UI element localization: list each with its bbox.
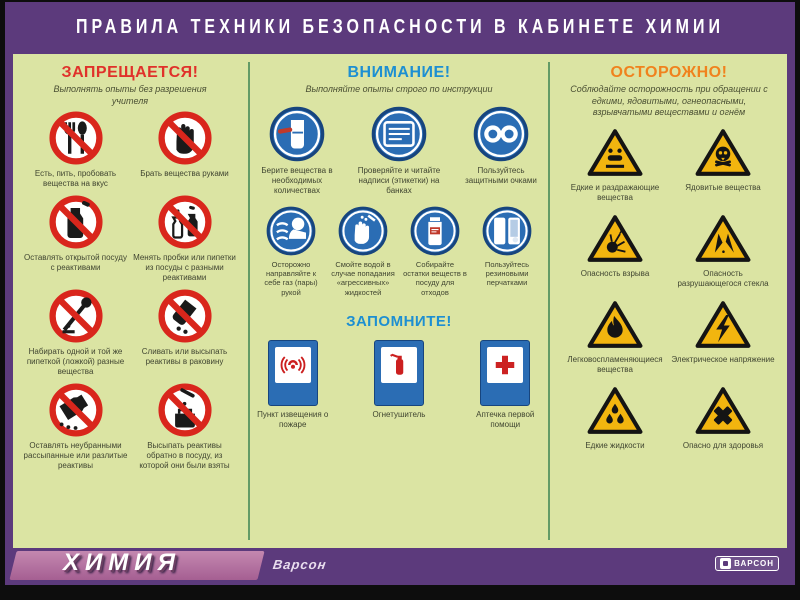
voltage-warning-icon <box>694 299 752 351</box>
sign-caption: Легковоспламеняющиеся вещества <box>567 355 663 375</box>
sign-caption: Собирайте остатки веществ в посуду для отходов <box>403 259 467 297</box>
prohibited-column <box>13 54 247 548</box>
warning-sign <box>669 299 777 375</box>
remember-header: ЗАПОМНИТЕ! <box>346 313 452 331</box>
caution-grid <box>551 119 787 451</box>
publisher-signature: Варсон <box>271 557 328 572</box>
sign-caption: Проверяйте и читайте надписи (этикетки) на банках <box>357 165 441 195</box>
mandatory-sign <box>474 206 540 288</box>
footer-banner <box>5 548 795 585</box>
sign-caption: Пользуйтесь резиновыми перчатками <box>484 259 530 288</box>
column-divider <box>248 62 250 540</box>
sign-caption: Электрическое напряжение <box>671 355 775 365</box>
sign-caption: Аптечка первой помощи <box>476 410 535 430</box>
fire-extinguisher-icon <box>384 350 414 380</box>
sign-caption: Пункт извещения о пожаре <box>257 410 329 430</box>
sign-caption: Оставлять неубранными рассыпанные или разлитые реактивы <box>23 441 128 471</box>
mandatory-sign <box>258 206 324 298</box>
remember-sign <box>251 340 335 430</box>
sign-caption: Пользуйтесь защитными очками <box>465 165 537 185</box>
safety-poster <box>5 2 795 585</box>
warning-sign <box>669 127 777 203</box>
prohibited-subtitle: Выполнять опыты без разрешения учителя <box>53 84 207 106</box>
prohibited-header: ЗАПРЕЩАЕТСЯ! <box>61 64 199 81</box>
no-leave-spills-icon <box>49 383 103 437</box>
remember-sign <box>463 340 547 430</box>
prohibition-sign <box>21 383 130 471</box>
attention-row-1 <box>251 106 547 196</box>
read-labels-icon <box>371 106 427 162</box>
no-swap-stoppers-icon <box>158 195 212 249</box>
mandatory-sign <box>355 106 443 196</box>
prohibition-sign <box>130 111 239 189</box>
mandatory-sign <box>330 206 396 298</box>
prohibition-sign <box>130 195 239 283</box>
sign-caption: Огнетушитель <box>372 410 426 420</box>
poster-title: ПРАВИЛА ТЕХНИКИ БЕЗОПАСНОСТИ В КАБИНЕТЕ ХИМИИ <box>76 16 724 38</box>
caustic-drops-warning-icon <box>586 385 644 437</box>
poster-content <box>13 54 787 548</box>
publisher-logo-icon <box>720 558 731 569</box>
caution-header: ОСТОРОЖНО! <box>610 64 728 81</box>
mandatory-sign <box>253 106 341 196</box>
sign-caption: Брать вещества руками <box>140 169 229 179</box>
publisher-logo <box>715 556 779 571</box>
mandatory-sign <box>402 206 468 298</box>
sign-caption: Набирать одной и той же пипеткой (ложкой) разные вещества <box>26 347 125 377</box>
sign-caption: Опасность взрыва <box>580 269 650 279</box>
column-divider <box>548 62 550 540</box>
no-pour-sink-icon <box>158 289 212 343</box>
glass-warning-icon <box>694 213 752 265</box>
first-aid-kit-icon <box>490 350 520 380</box>
prohibition-sign <box>130 289 239 377</box>
subject-title: ХИМИЯ <box>63 549 182 576</box>
sign-caption: Едкие и раздражающие вещества <box>570 183 660 203</box>
sign-caption: Смойте водой в случае попадания «агрессивных» жидкостей <box>331 259 395 297</box>
poison-warning-icon <box>694 127 752 179</box>
prohibition-sign <box>21 111 130 189</box>
measured-amounts-icon <box>269 106 325 162</box>
attention-subtitle: Выполняйте опыты строго по инструкции <box>305 84 493 94</box>
warning-sign <box>669 213 777 289</box>
rinse-water-icon <box>338 206 388 256</box>
sign-caption: Опасность разрушающегося стекла <box>677 269 769 289</box>
attention-header: ВНИМАНИЕ! <box>347 64 451 81</box>
sign-caption: Едкие жидкости <box>585 441 645 451</box>
fire-alarm-icon <box>278 350 308 380</box>
attention-column <box>251 54 547 548</box>
explosion-warning-icon <box>586 213 644 265</box>
mandatory-sign <box>457 106 545 186</box>
prohibition-sign <box>130 383 239 471</box>
sign-caption: Опасно для здоровья <box>682 441 764 451</box>
sign-caption: Сливать или высыпать реактивы в раковину <box>141 347 228 367</box>
warning-sign <box>561 299 669 375</box>
prohibition-sign <box>21 289 130 377</box>
no-eating-icon <box>49 111 103 165</box>
safety-goggles-icon <box>473 106 529 162</box>
sign-caption: Менять пробки или пипетки из посуды с разными реактивами <box>133 253 236 283</box>
warning-sign <box>561 385 669 451</box>
sign-caption: Высыпать реактивы обратно в посуду, из которой они были взяты <box>139 441 230 471</box>
rubber-gloves-icon <box>482 206 532 256</box>
publisher-logo-text: ВАРСОН <box>734 559 774 568</box>
flammable-warning-icon <box>586 299 644 351</box>
caution-subtitle: Соблюдайте осторожность при обращении с едкими, ядовитыми, огнеопасными, взрывчатыми веществами и огнём <box>570 84 768 118</box>
no-open-vessel-icon <box>49 195 103 249</box>
sign-caption: Осторожно направляйте к себе газ (пары) рукой <box>264 259 318 297</box>
no-hands-icon <box>158 111 212 165</box>
remember-sign <box>373 340 426 420</box>
harmful-warning-icon <box>694 385 752 437</box>
sign-caption: Есть, пить, пробовать вещества на вкус <box>34 169 117 189</box>
corrosive-warning-icon <box>586 127 644 179</box>
sign-caption: Берите вещества в необходимых количествах <box>261 165 333 195</box>
warning-sign <box>561 127 669 203</box>
sign-caption: Оставлять открытой посуду с реактивами <box>24 253 127 273</box>
prohibited-grid <box>13 107 247 471</box>
waft-vapors-icon <box>266 206 316 256</box>
warning-sign <box>669 385 777 451</box>
no-return-reagents-icon <box>158 383 212 437</box>
sign-caption: Ядовитые вещества <box>685 183 761 193</box>
waste-container-icon <box>410 206 460 256</box>
prohibition-sign <box>21 195 130 283</box>
remember-row <box>251 340 547 430</box>
attention-row-2 <box>251 206 547 298</box>
title-bar <box>5 2 795 54</box>
caution-column <box>551 54 787 548</box>
warning-sign <box>561 213 669 289</box>
no-same-pipette-icon <box>49 289 103 343</box>
